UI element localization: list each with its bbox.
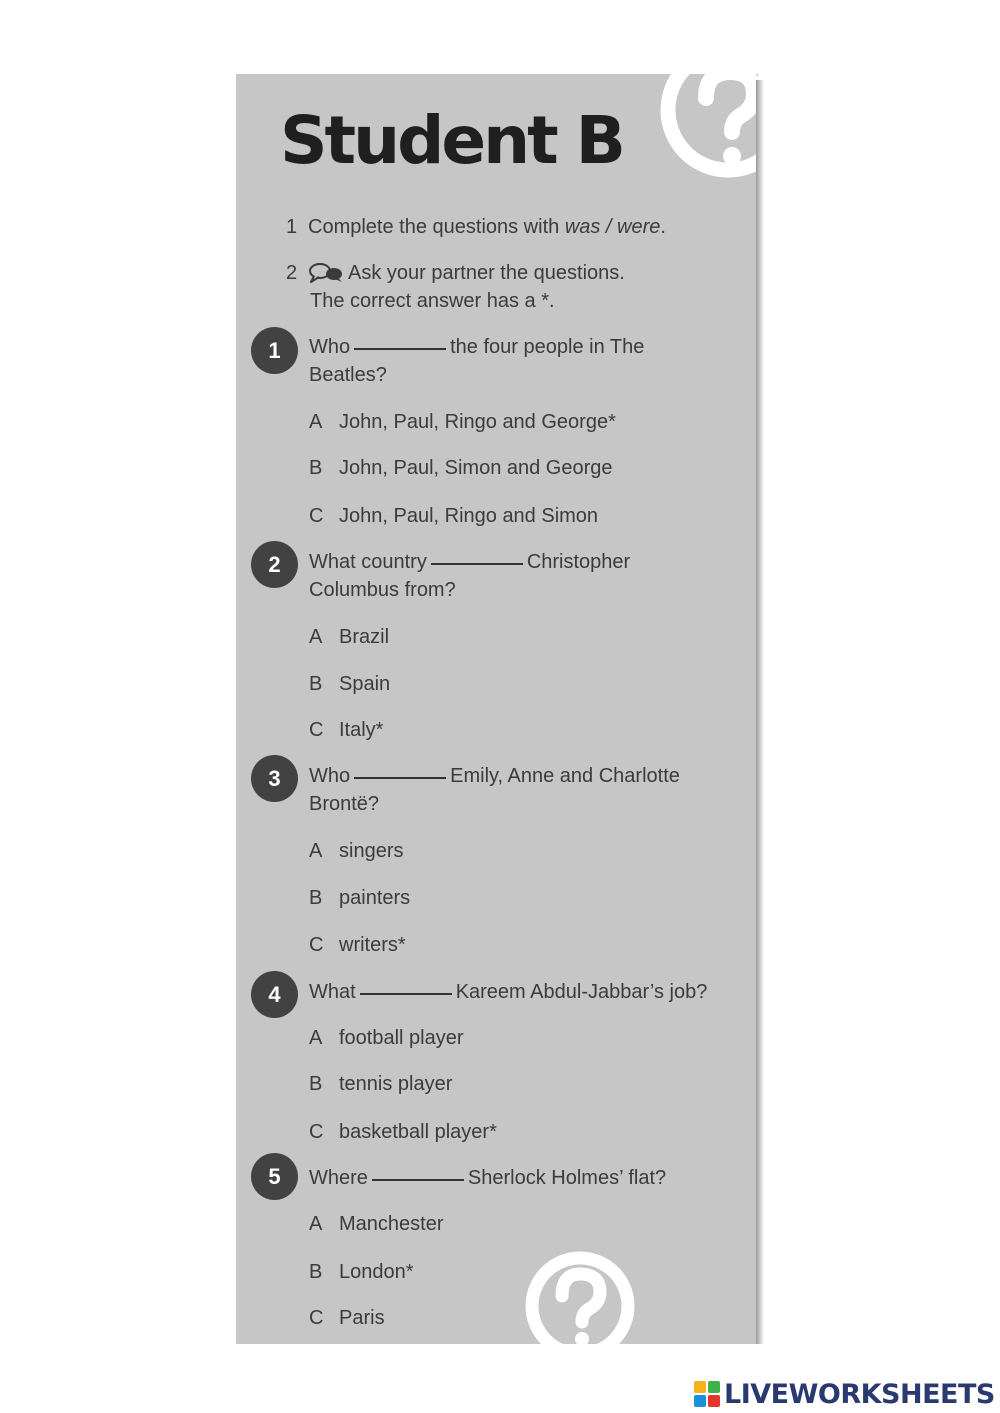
question-text: What Kareem Abdul-Jabbar’s job? [309,981,708,1003]
worksheet-panel [236,74,758,1344]
answer-blank[interactable] [431,563,523,565]
answer-option: C Paris [309,1307,385,1329]
question-text: Who the four people in The Beatles? [309,336,645,386]
answer-option: C Italy* [309,719,384,741]
question-circle-icon [656,74,758,184]
answer-option: B John, Paul, Simon and George [309,457,613,479]
instruction-text: Complete the questions with [308,216,565,238]
answer-blank[interactable] [372,1179,464,1181]
instruction-text-line2: The correct answer has a *. [310,290,555,312]
answer-blank[interactable] [354,777,446,779]
answer-option: A singers [309,840,404,862]
question-number-badge: 3 [251,755,298,802]
question-circle-icon [522,1246,642,1344]
instruction-number: 2 [286,262,298,284]
answer-option: A Brazil [309,626,390,648]
worksheet-title: Student B [280,102,623,179]
question-text: Where Sherlock Holmes’ flat? [309,1167,667,1189]
instruction-number: 1 [286,216,298,238]
answer-option: B painters [309,887,411,909]
instruction-text: Ask your partner the questions. [348,262,625,284]
answer-option: A football player [309,1027,464,1049]
answer-option: C basketball player* [309,1121,497,1143]
instruction-emphasis: was / were [564,216,661,238]
answer-option: B tennis player [309,1073,453,1095]
question-number-badge: 1 [251,327,298,374]
instruction-text-end: . [660,216,666,238]
answer-option: A Manchester [309,1213,444,1235]
speech-bubbles-icon [308,263,344,283]
logo-mark-icon [694,1381,720,1407]
question-number-badge: 4 [251,971,298,1018]
answer-option: C writers* [309,934,406,956]
answer-option: B Spain [309,673,391,695]
panel-shadow [756,80,764,1344]
answer-blank[interactable] [360,993,452,995]
liveworksheets-logo[interactable] [694,1378,995,1410]
instruction-2 [286,259,625,315]
question-text: What country Christopher Columbus from? [309,551,631,601]
logo-text: LIVEWORKSHEETS [724,1378,995,1410]
answer-blank[interactable] [354,348,446,350]
answer-option: B London* [309,1261,414,1283]
answer-option: A John, Paul, Ringo and George* [309,411,616,433]
answer-option: C John, Paul, Ringo and Simon [309,505,599,527]
question-text: Who Emily, Anne and Charlotte Brontë? [309,765,680,815]
question-number-badge: 5 [251,1153,298,1200]
question-number-badge: 2 [251,541,298,588]
instruction-1 [286,213,666,241]
